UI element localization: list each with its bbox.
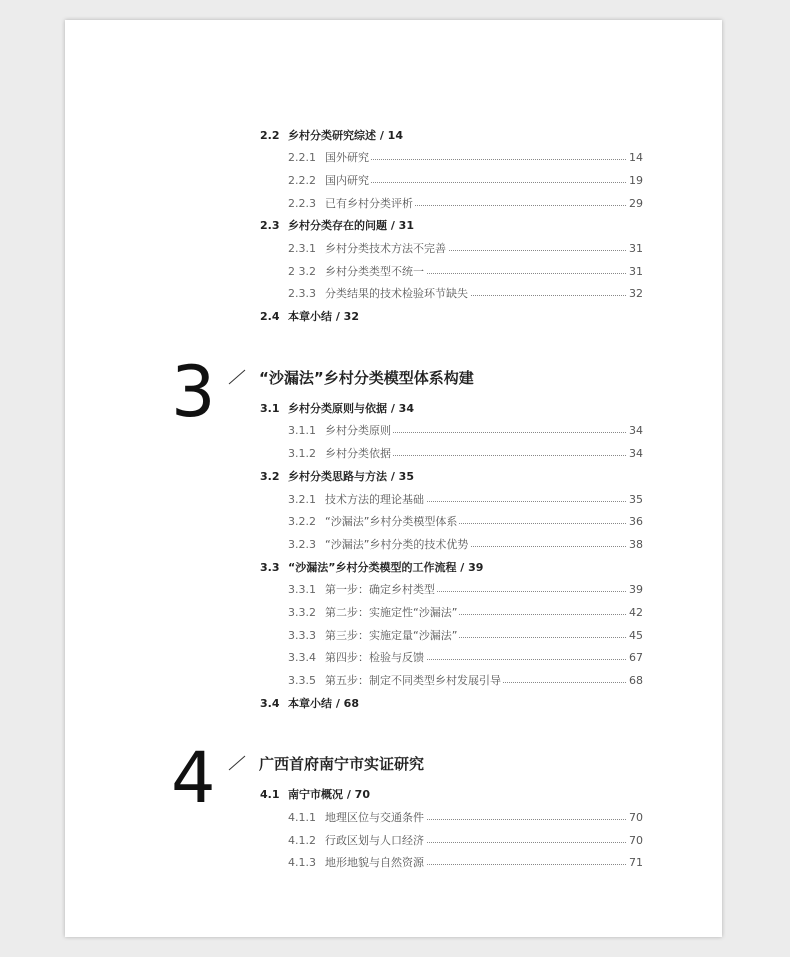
section-title: 乡村分类研究综述 / 14 bbox=[288, 128, 403, 142]
subsection-number: 2.2.2 bbox=[288, 173, 316, 187]
subsection-title: 地形地貌与自然资源 bbox=[325, 852, 426, 875]
page-number: 19 bbox=[627, 170, 643, 193]
toc-subsection[interactable] bbox=[65, 625, 722, 648]
page-number: 70 bbox=[627, 830, 643, 853]
section-title: 本章小结 / 68 bbox=[288, 696, 359, 710]
section-number: 3.4 bbox=[260, 696, 280, 710]
toc-subsection[interactable] bbox=[65, 489, 722, 512]
section-title: 乡村分类原则与依据 / 34 bbox=[288, 401, 414, 415]
toc-subsection[interactable] bbox=[65, 807, 722, 830]
section-number: 2.3 bbox=[260, 219, 280, 233]
dot-leader bbox=[327, 159, 638, 160]
section-title: 本章小结 / 32 bbox=[288, 310, 359, 324]
section-number: 3.3 bbox=[260, 560, 280, 574]
toc-section[interactable] bbox=[65, 125, 722, 148]
page-number: 14 bbox=[627, 147, 643, 170]
subsection-title: 技术方法的理论基础 bbox=[325, 489, 426, 512]
document-page bbox=[65, 20, 722, 937]
toc-subsection[interactable] bbox=[65, 647, 722, 670]
subsection-title: 分类结果的技术检验环节缺失 bbox=[325, 283, 470, 306]
page-number: 71 bbox=[627, 852, 643, 875]
dot-leader bbox=[327, 182, 638, 183]
page-number: 29 bbox=[627, 193, 643, 216]
page-number: 42 bbox=[627, 602, 643, 625]
table-of-contents bbox=[65, 125, 722, 876]
page-number: 70 bbox=[627, 807, 643, 830]
chapter-number: 4 bbox=[171, 737, 216, 820]
section-title: “沙漏法”乡村分类模型的工作流程 / 39 bbox=[288, 560, 484, 574]
section-title: 乡村分类存在的问题 / 31 bbox=[288, 219, 414, 233]
slash-divider bbox=[228, 755, 246, 775]
section-number: 3.2 bbox=[260, 469, 280, 483]
page-number: 31 bbox=[627, 238, 643, 261]
subsection-number: 3.3.3 bbox=[288, 628, 316, 642]
subsection-number: 2.3.1 bbox=[288, 242, 316, 256]
toc-subsection[interactable] bbox=[65, 147, 722, 170]
section-title: 乡村分类思路与方法 / 35 bbox=[288, 469, 414, 483]
toc-subsection[interactable] bbox=[65, 534, 722, 557]
toc-subsection[interactable] bbox=[65, 283, 722, 306]
chapter-title: “沙漏法”乡村分类模型体系构建 bbox=[259, 368, 474, 387]
toc-subsection[interactable] bbox=[65, 852, 722, 875]
subsection-title: 已有乡村分类评析 bbox=[325, 193, 415, 216]
subsection-title: 第四步：检验与反馈 bbox=[325, 647, 426, 670]
subsection-number: 3.2.2 bbox=[288, 515, 316, 529]
page-number: 36 bbox=[627, 511, 643, 534]
subsection-number: 3.2.1 bbox=[288, 492, 316, 506]
chapter-number: 3 bbox=[171, 350, 216, 433]
subsection-title: 第三步：实施定量“沙漏法” bbox=[325, 625, 459, 648]
subsection-number: 2.2.1 bbox=[288, 151, 316, 165]
section-number: 4.1 bbox=[260, 788, 280, 802]
subsection-number: 2 3.2 bbox=[288, 264, 316, 278]
subsection-number: 3.1.2 bbox=[288, 447, 316, 461]
subsection-title: 国内研究 bbox=[325, 170, 371, 193]
subsection-title: “沙漏法”乡村分类的技术优势 bbox=[325, 534, 470, 557]
subsection-title: 第二步：实施定性“沙漏法” bbox=[325, 602, 459, 625]
page-number: 68 bbox=[627, 670, 643, 693]
subsection-number: 3.3.4 bbox=[288, 651, 316, 665]
subsection-title: 行政区划与人口经济 bbox=[325, 830, 426, 853]
section-number: 2.2 bbox=[260, 128, 280, 142]
toc-section[interactable] bbox=[65, 215, 722, 238]
toc-subsection[interactable] bbox=[65, 261, 722, 284]
toc-section[interactable] bbox=[65, 306, 722, 329]
toc-subsection[interactable] bbox=[65, 170, 722, 193]
subsection-number: 3.3.5 bbox=[288, 674, 316, 688]
toc-subsection[interactable] bbox=[65, 443, 722, 466]
page-number: 39 bbox=[627, 579, 643, 602]
slash-divider bbox=[228, 369, 246, 389]
toc-subsection[interactable] bbox=[65, 670, 722, 693]
page-number: 32 bbox=[627, 283, 643, 306]
subsection-title: 乡村分类依据 bbox=[325, 443, 393, 466]
subsection-number: 3.3.2 bbox=[288, 605, 316, 619]
section-number: 3.1 bbox=[260, 401, 280, 415]
subsection-title: “沙漏法”乡村分类模型体系 bbox=[325, 511, 459, 534]
page-number: 45 bbox=[627, 625, 643, 648]
toc-section[interactable] bbox=[65, 398, 722, 421]
subsection-number: 2.3.3 bbox=[288, 287, 316, 301]
subsection-number: 4.1.2 bbox=[288, 833, 316, 847]
toc-subsection[interactable] bbox=[65, 193, 722, 216]
page-number: 34 bbox=[627, 420, 643, 443]
subsection-title: 乡村分类原则 bbox=[325, 420, 393, 443]
subsection-number: 3.1.1 bbox=[288, 424, 316, 438]
toc-subsection[interactable] bbox=[65, 602, 722, 625]
toc-section[interactable] bbox=[65, 557, 722, 580]
subsection-title: 国外研究 bbox=[325, 147, 371, 170]
subsection-title: 第一步：确定乡村类型 bbox=[325, 579, 437, 602]
section-title: 南宁市概况 / 70 bbox=[288, 788, 370, 802]
toc-section[interactable] bbox=[65, 466, 722, 489]
page-number: 34 bbox=[627, 443, 643, 466]
toc-subsection[interactable] bbox=[65, 511, 722, 534]
page-number: 35 bbox=[627, 489, 643, 512]
toc-subsection[interactable] bbox=[65, 238, 722, 261]
subsection-title: 乡村分类类型不统一 bbox=[325, 261, 426, 284]
subsection-title: 地理区位与交通条件 bbox=[325, 807, 426, 830]
subsection-number: 4.1.1 bbox=[288, 811, 316, 825]
page-number: 67 bbox=[627, 647, 643, 670]
subsection-number: 4.1.3 bbox=[288, 856, 316, 870]
toc-subsection[interactable] bbox=[65, 579, 722, 602]
toc-section[interactable] bbox=[65, 784, 722, 807]
chapter-title: 广西首府南宁市实证研究 bbox=[259, 755, 425, 774]
subsection-number: 3.3.1 bbox=[288, 583, 316, 597]
subsection-number: 2.2.3 bbox=[288, 196, 316, 210]
section-number: 2.4 bbox=[260, 310, 280, 324]
subsection-number: 3.2.3 bbox=[288, 537, 316, 551]
toc-subsection[interactable] bbox=[65, 830, 722, 853]
page-number: 31 bbox=[627, 261, 643, 284]
toc-section[interactable] bbox=[65, 693, 722, 716]
subsection-title: 第五步：制定不同类型乡村发展引导 bbox=[325, 670, 503, 693]
page-number: 38 bbox=[627, 534, 643, 557]
toc-subsection[interactable] bbox=[65, 420, 722, 443]
subsection-title: 乡村分类技术方法不完善 bbox=[325, 238, 448, 261]
